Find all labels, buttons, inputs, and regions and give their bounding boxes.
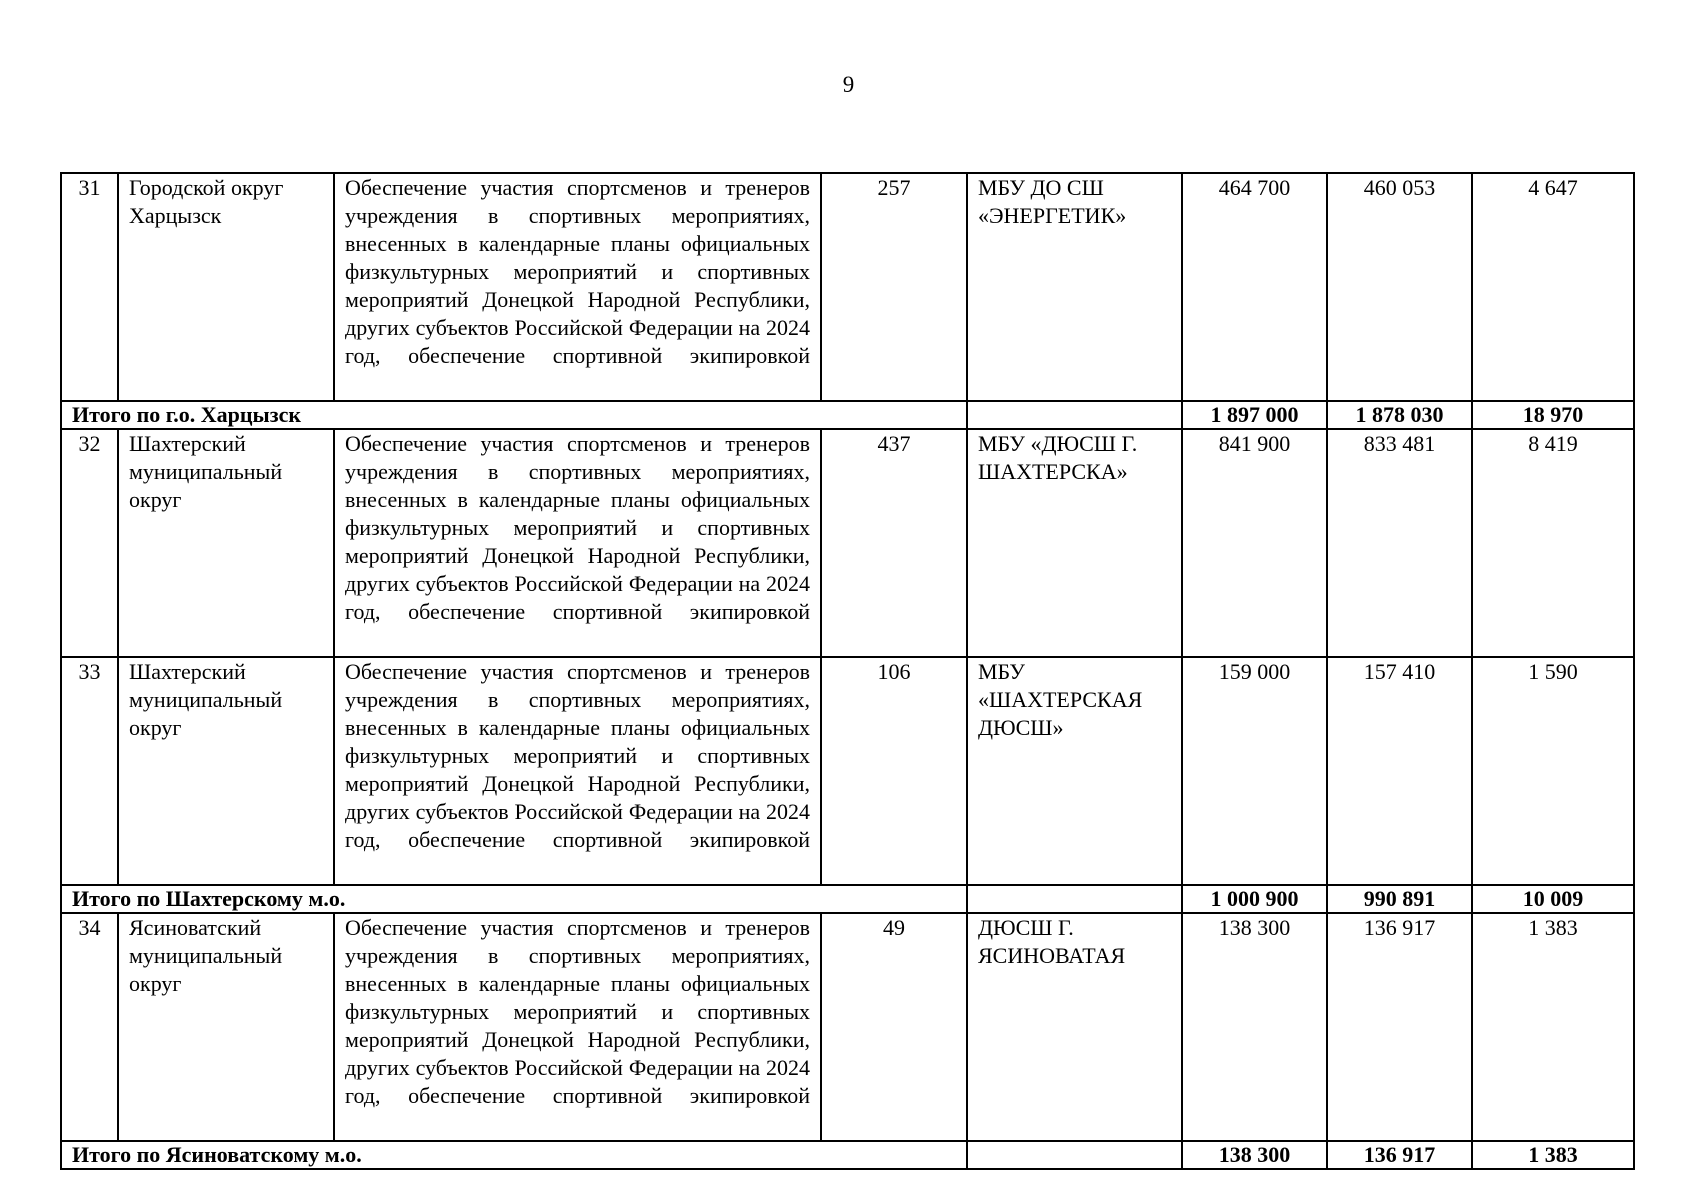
row-number: 31 — [61, 173, 118, 401]
district-cell: Ясиноватский муниципальный округ — [118, 913, 334, 1141]
description-text: Обеспечение участия спортсменов и тренеров учреждения в спортивных мероприятиях, внесенных в календарные планы официальных физкультурных мероприятий и спортивных мероприятий Донецкой Народной Республики, других субъектов Российской Федерации на 2024 год, обеспечение спортивной экипировкой — [345, 915, 810, 1108]
subtotal-empty-cell — [967, 401, 1182, 429]
quantity-cell: 106 — [821, 657, 967, 885]
district-cell: Шахтерский муниципальный округ — [118, 429, 334, 657]
description-text: Обеспечение участия спортсменов и тренеров учреждения в спортивных мероприятиях, внесенных в календарные планы официальных физкультурных мероприятий и спортивных мероприятий Донецкой Народной Республики, других субъектов Российской Федерации на 2024 год, обеспечение спортивной экипировкой — [345, 175, 810, 368]
subtotal-label: Итого по Ясиноватскому м.о. — [61, 1141, 967, 1169]
quantity-cell: 437 — [821, 429, 967, 657]
description-text: Обеспечение участия спортсменов и тренеров учреждения в спортивных мероприятиях, внесенных в календарные планы официальных физкультурных мероприятий и спортивных мероприятий Донецкой Народной Республики, других субъектов Российской Федерации на 2024 год, обеспечение спортивной экипировкой — [345, 431, 810, 624]
amount-federal-cell: 136 917 — [1327, 913, 1472, 1141]
institution-cell: МБУ ДО СШ «ЭНЕРГЕТИК» — [967, 173, 1182, 401]
district-cell: Городской округ Харцызск — [118, 173, 334, 401]
subtotal-empty-cell — [967, 1141, 1182, 1169]
table-row — [61, 429, 1634, 657]
row-number: 34 — [61, 913, 118, 1141]
subtotal-regional: 10 009 — [1472, 885, 1634, 913]
row-number: 33 — [61, 657, 118, 885]
quantity-cell: 49 — [821, 913, 967, 1141]
subtotal-regional: 18 970 — [1472, 401, 1634, 429]
subtotal-federal: 990 891 — [1327, 885, 1472, 913]
subtotal-federal: 136 917 — [1327, 1141, 1472, 1169]
subtotal-row — [61, 401, 1634, 429]
subtotal-total: 1 000 900 — [1182, 885, 1327, 913]
subtotal-label: Итого по г.о. Харцызск — [61, 401, 967, 429]
description-cell — [334, 913, 821, 1141]
table-row — [61, 913, 1634, 1141]
institution-cell: МБУ «ДЮСШ Г. ШАХТЕРСКА» — [967, 429, 1182, 657]
quantity-cell: 257 — [821, 173, 967, 401]
amount-total-cell: 464 700 — [1182, 173, 1327, 401]
funding-table — [60, 172, 1635, 1170]
amount-regional-cell: 1 590 — [1472, 657, 1634, 885]
district-cell: Шахтерский муниципальный округ — [118, 657, 334, 885]
table-row — [61, 173, 1634, 401]
subtotal-row — [61, 885, 1634, 913]
amount-total-cell: 159 000 — [1182, 657, 1327, 885]
amount-federal-cell: 833 481 — [1327, 429, 1472, 657]
amount-federal-cell: 460 053 — [1327, 173, 1472, 401]
subtotal-total: 138 300 — [1182, 1141, 1327, 1169]
institution-cell: МБУ «ШАХТЕРСКАЯ ДЮСШ» — [967, 657, 1182, 885]
description-cell — [334, 657, 821, 885]
amount-total-cell: 138 300 — [1182, 913, 1327, 1141]
description-text: Обеспечение участия спортсменов и тренеров учреждения в спортивных мероприятиях, внесенных в календарные планы официальных физкультурных мероприятий и спортивных мероприятий Донецкой Народной Республики, других субъектов Российской Федерации на 2024 год, обеспечение спортивной экипировкой — [345, 659, 810, 852]
description-cell — [334, 173, 821, 401]
description-cell — [334, 429, 821, 657]
row-number: 32 — [61, 429, 118, 657]
table-row — [61, 657, 1634, 885]
subtotal-total: 1 897 000 — [1182, 401, 1327, 429]
subtotal-regional: 1 383 — [1472, 1141, 1634, 1169]
amount-total-cell: 841 900 — [1182, 429, 1327, 657]
institution-cell: ДЮСШ Г. ЯСИНОВАТАЯ — [967, 913, 1182, 1141]
subtotal-empty-cell — [967, 885, 1182, 913]
amount-federal-cell: 157 410 — [1327, 657, 1472, 885]
amount-regional-cell: 1 383 — [1472, 913, 1634, 1141]
amount-regional-cell: 4 647 — [1472, 173, 1634, 401]
subtotal-label: Итого по Шахтерскому м.о. — [61, 885, 967, 913]
subtotal-row — [61, 1141, 1634, 1169]
subtotal-federal: 1 878 030 — [1327, 401, 1472, 429]
amount-regional-cell: 8 419 — [1472, 429, 1634, 657]
page-number: 9 — [842, 72, 855, 97]
